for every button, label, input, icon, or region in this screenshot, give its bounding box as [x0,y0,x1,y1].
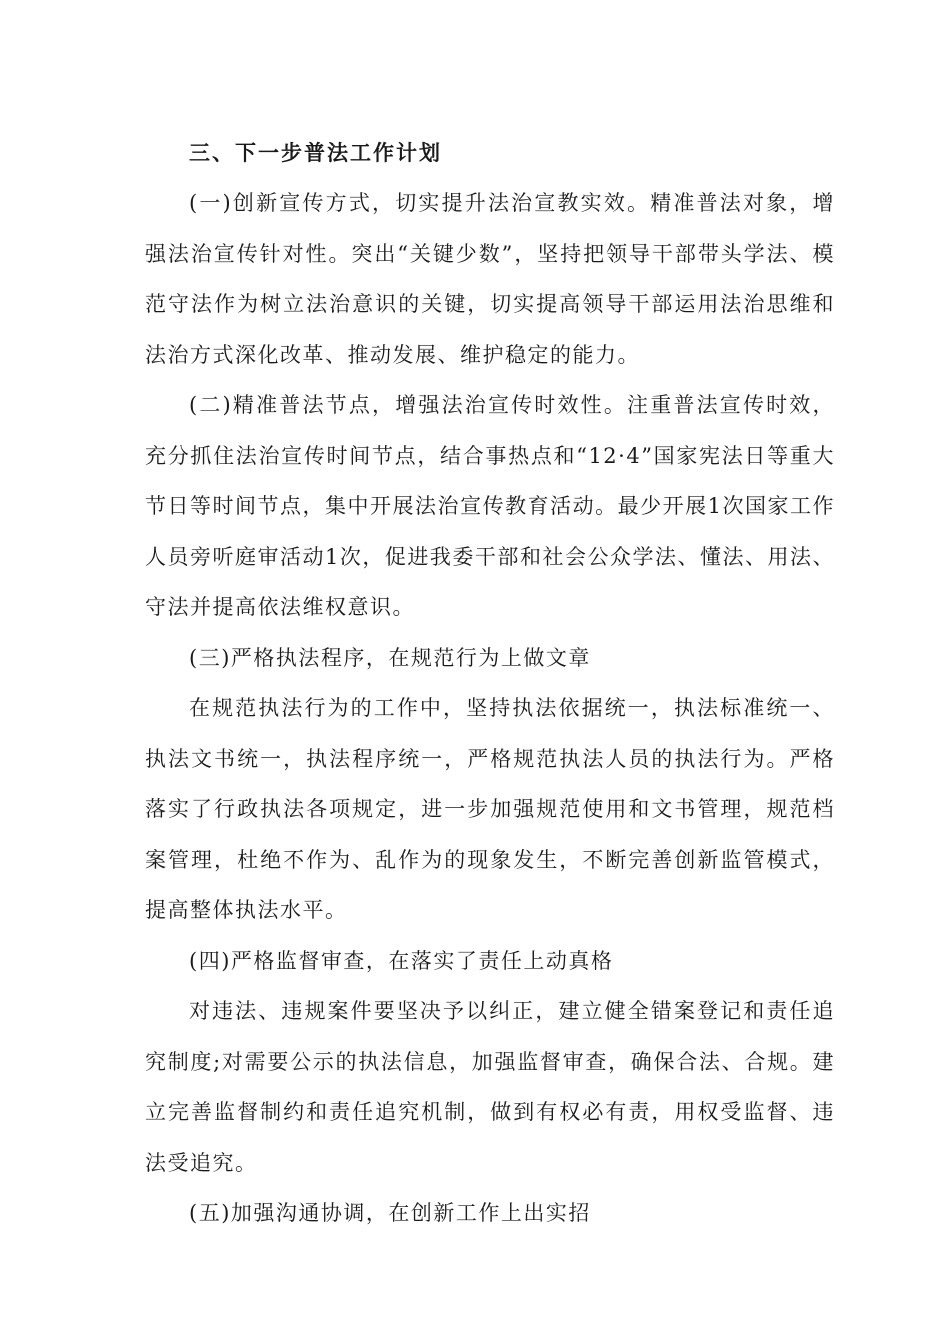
paragraph-5-subheading: (四)严格监督审查，在落实了责任上动真格 [189,948,614,973]
section-heading: 三、下一步普法工作计划 [189,140,442,165]
document-body [145,128,835,1239]
paragraph-4: 在规范执法行为的工作中，坚持执法依据统一，执法标准统一、执法文书统一，执法程序统一，严格规范执法人员的执法行为。严格落实了行政执法各项规定，进一步加强规范使用和文书管理，规范档案管理，杜绝不作为、乱作为的现象发生，不断完善创新监管模式，提高整体执法水平。 [145,696,835,922]
paragraph-1: (一)创新宣传方式，切实提升法治宣教实效。精准普法对象，增强法治宣传针对性。突出“关键少数”，坚持把领导干部带头学法、模范守法作为树立法治意识的关键，切实提高领导干部运用法治思维和法治方式深化改革、推动发展、维护稳定的能力。 [145,191,835,367]
paragraph-2: (二)精准普法节点，增强法治宣传时效性。注重普法宣传时效，充分抓住法治宣传时间节点，结合事热点和“12·4”国家宪法日等重大节日等时间节点，集中开展法治宣传教育活动。最少开展1次国家工作人员旁听庭审活动1次，促进我委干部和社会公众学法、懂法、用法、守法并提高依法维权意识。 [145,393,835,619]
paragraph-6: 对违法、违规案件要坚决予以纠正，建立健全错案登记和责任追究制度;对需要公示的执法信息，加强监督审查，确保合法、合规。建立完善监督制约和责任追究机制，做到有权必有责，用权受监督、违法受追究。 [145,999,835,1175]
paragraph-3-subheading: (三)严格执法程序，在规范行为上做文章 [189,645,591,670]
paragraph-7-subheading: (五)加强沟通协调，在创新工作上出实招 [189,1201,591,1225]
